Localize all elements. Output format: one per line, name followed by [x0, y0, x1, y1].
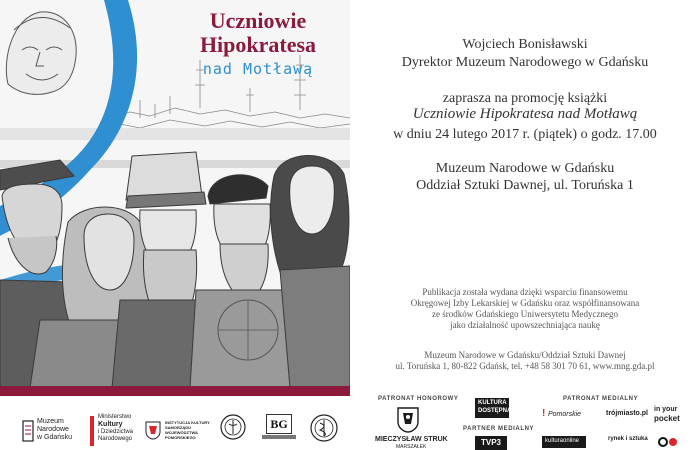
trojmiasto-logo	[606, 410, 649, 422]
book-title-block	[170, 9, 346, 78]
ministry-logo-text2: Kultury	[98, 421, 123, 428]
inyourpocket-logo	[654, 406, 694, 430]
funding-note-line2: Okręgowej Izby Lekarskiej w Gdańsku oraz współfinansowana	[410, 298, 640, 308]
medical-chamber-seal-icon	[220, 414, 246, 440]
pomorskie-logo	[542, 408, 582, 424]
ministry-logo-text1: Ministerstwo	[98, 414, 132, 420]
bg-logo-underline	[262, 435, 296, 439]
regional-logo-text2: SAMORZĄDU	[165, 425, 191, 430]
address-line2: ul. Toruńska 1, 80-822 Gdańsk, tel. +48 58 301 70 61, www.mng.gda.pl	[395, 361, 655, 371]
bg-library-logo	[262, 414, 296, 444]
op-logo-icon	[658, 436, 680, 448]
rynek-i-sztuka-text: rynek i sztuka	[608, 436, 648, 442]
ministry-logo-icon	[90, 416, 96, 446]
marshal-title: MARSZAŁEK	[396, 444, 427, 450]
book-title-line2: Hipokratesa	[199, 32, 317, 57]
marshal-name: MIECZYSŁAW STRUK	[375, 436, 448, 443]
regional-logo-text4: POMORSKIEGO	[165, 435, 196, 440]
funding-note-line4: jako działalność upowszechniająca naukę	[450, 320, 600, 330]
partner-logos-footer	[0, 396, 700, 450]
museum-logo-text3: w Gdańsku	[37, 434, 73, 441]
museum-logo-icon	[22, 420, 34, 442]
invitation-book-title: Uczniowie Hipokratesa nad Motławą	[412, 106, 638, 122]
medical-university-seal-icon	[310, 414, 338, 442]
event-date: w dniu 24 lutego 2017 r. (piątek) o godz. 17.00	[393, 127, 657, 142]
red-accent-band	[0, 386, 350, 396]
book-title-line1: Uczniowie	[209, 8, 307, 33]
kulturaonline-logo	[542, 436, 586, 448]
regional-logo-text3: WOJEWÓDZTWA	[165, 430, 198, 435]
trojmiasto-logo-text: trójmiasto.pl	[606, 410, 649, 417]
book-subtitle: nad Motławą	[202, 60, 314, 78]
venue-line2: Oddział Sztuki Dawnej, ul. Toruńska 1	[416, 178, 634, 193]
host-name: Wojciech Bonisławski	[462, 37, 588, 52]
venue-line1: Muzeum Narodowe w Gdańsku	[435, 161, 615, 176]
museum-logo-text2: Narodowe	[37, 426, 69, 433]
host-role: Dyrektor Muzeum Narodowego w Gdańsku	[401, 55, 649, 70]
address-line1: Muzeum Narodowe w Gdańsku/Oddział Sztuki Dawnej	[424, 350, 626, 360]
funding-note-line3: ze środków Gdańskiego Uniwersytetu Medycznego	[432, 309, 618, 319]
pomorskie-griffin-logo	[144, 416, 208, 448]
media-partner-caption: PARTNER MEDIALNY	[463, 426, 535, 432]
inyourpocket-text1: in your	[654, 406, 678, 413]
kulturaonline-text: kulturaonline	[545, 438, 580, 444]
invitation-text-block	[360, 0, 690, 386]
gdansk-griffin-logo-icon	[395, 406, 421, 434]
griffin-icon	[144, 420, 162, 440]
ministry-logo-text4: Narodowego	[98, 436, 133, 442]
museum-logo	[22, 418, 78, 446]
media-patronage-caption: PATRONAT MEDIALNY	[563, 396, 639, 402]
inyourpocket-text2: pocket	[654, 414, 680, 423]
kultura-dostepna-text1: KULTURA	[478, 400, 507, 406]
bg-logo-mark: BG	[266, 414, 292, 434]
ministry-logo	[90, 414, 140, 448]
pomorskie-exclamation-icon: !	[542, 408, 546, 419]
honorary-patronage-caption: PATRONAT HONOROWY	[378, 396, 459, 402]
ministry-logo-text3: i Dziedzictwa	[98, 429, 134, 435]
pomorskie-logo-text: Pomorskie	[548, 411, 582, 418]
museum-logo-text1: Muzeum	[37, 418, 64, 425]
rynek-i-sztuka-logo	[608, 434, 648, 448]
funding-note-line1: Publikacja została wydana dzięki wsparciu finansowemu	[422, 287, 628, 297]
kultura-dostepna-text2: DOSTĘPNA	[478, 408, 512, 414]
kultura-dostepna-logo	[475, 398, 512, 418]
invites-line: zaprasza na promocję książki	[442, 91, 608, 106]
tvp3-logo: TVP3	[475, 436, 507, 450]
cover-illustration-panel	[0, 0, 350, 388]
regional-logo-text1: INSTYTUCJA KULTURY	[165, 420, 210, 425]
